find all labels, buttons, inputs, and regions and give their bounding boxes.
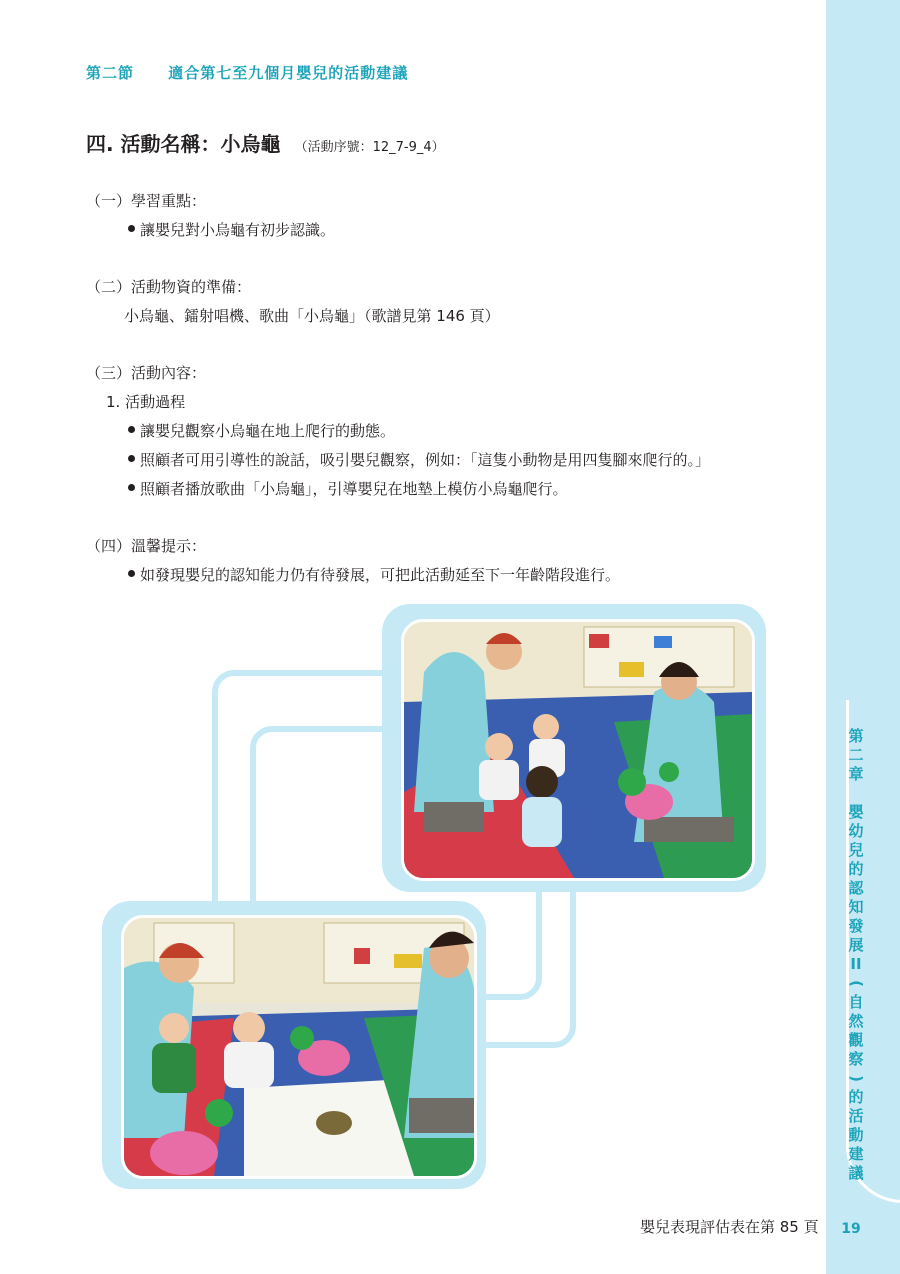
- activity-code: （活動序號：12_7-9_4）: [294, 140, 445, 155]
- bullet-icon: [128, 455, 135, 462]
- chapter-title-char: 議: [848, 1164, 864, 1182]
- content-subheading: 1. 活動過程: [106, 393, 186, 411]
- page-number: 19: [841, 1221, 861, 1237]
- chapter-title-char: 動: [848, 1126, 864, 1144]
- tips-heading: （四）溫馨提示：: [86, 537, 207, 555]
- content-bullet: 照顧者播放歌曲「小烏龜」，引導嬰兒在地墊上模仿小烏龜爬行。: [128, 478, 568, 499]
- chapter-title-char: 展: [848, 936, 864, 954]
- section-title: 適合第七至九個月嬰兒的活動建議: [168, 64, 409, 82]
- content-bullet: 照顧者可用引導性的說話，吸引嬰兒觀察，例如：「這隻小動物是用四隻腳來爬行的。」: [128, 449, 710, 470]
- activity-title: [86, 128, 445, 157]
- chapter-title-char: 發: [848, 917, 864, 935]
- bullet-icon: [128, 484, 135, 491]
- bullet-icon: [128, 225, 135, 232]
- photo-scene: [404, 622, 752, 878]
- bullet-icon: [128, 570, 135, 577]
- chapter-title-char: 幼: [848, 822, 864, 840]
- tips-bullet: 如發現嬰兒的認知能力仍有待發展，可把此活動延至下一年齡階段進行。: [128, 564, 620, 585]
- chapter-title-char: 察: [848, 1050, 864, 1068]
- chapter-title-char: 的: [848, 860, 864, 878]
- chapter-title-char: 然: [848, 1012, 864, 1030]
- activity-name: 四. 活動名稱：小烏龜: [86, 132, 281, 156]
- chapter-title-char: 觀: [848, 1031, 864, 1049]
- chapter-title-char: 兒: [848, 841, 864, 859]
- bullet-icon: [128, 426, 135, 433]
- activity-photo-bottom: [121, 915, 477, 1179]
- chapter-title-char: 第: [848, 727, 864, 745]
- photo-scene: [124, 918, 474, 1176]
- chapter-title-char: 二: [848, 746, 864, 764]
- assessment-reference: 嬰兒表現評估表在第 85 頁: [640, 1218, 819, 1236]
- chapter-title-char: ): [847, 1075, 866, 1082]
- chapter-title-char: 自: [848, 993, 864, 1011]
- chapter-title-char: II: [850, 955, 862, 973]
- section-header: [86, 62, 408, 83]
- chapter-title-char: 知: [848, 898, 864, 916]
- learning-bullet: 讓嬰兒對小烏龜有初步認識。: [128, 219, 335, 240]
- chapter-title-char: [842, 784, 870, 803]
- chapter-title-char: 嬰: [848, 803, 864, 821]
- chapter-title: [842, 727, 870, 1183]
- chapter-title-char: 活: [848, 1107, 864, 1125]
- chapter-title-char: 的: [848, 1088, 864, 1106]
- materials-text: 小烏龜、鐳射唱機、歌曲「小烏龜」（歌譜見第 146 頁）: [124, 307, 500, 325]
- content-heading: （三）活動內容：: [86, 364, 207, 382]
- content-bullet: 讓嬰兒觀察小烏龜在地上爬行的動態。: [128, 420, 395, 441]
- chapter-title-char: 建: [848, 1145, 864, 1163]
- section-number: 第二節: [86, 64, 135, 82]
- chapter-title-char: 認: [848, 879, 864, 897]
- chapter-title-char: 章: [848, 765, 864, 783]
- materials-heading: （二）活動物資的準備：: [86, 278, 252, 296]
- chapter-title-char: (: [847, 980, 866, 987]
- learning-heading: （一）學習重點：: [86, 192, 207, 210]
- activity-photo-top: [401, 619, 755, 881]
